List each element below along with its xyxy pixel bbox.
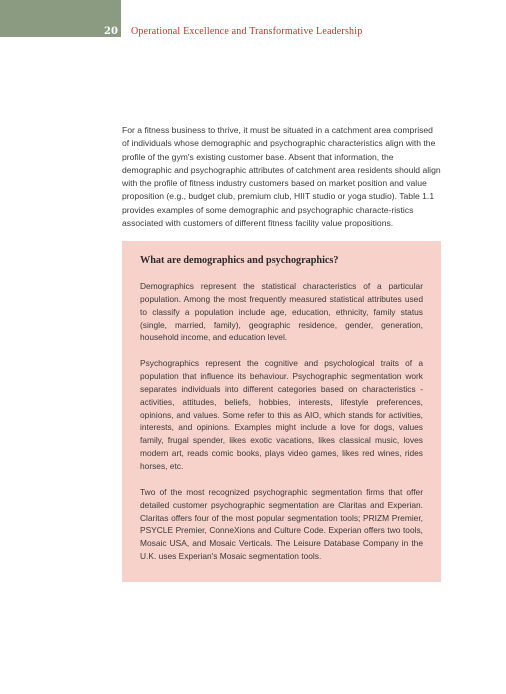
callout-paragraph-segmentation-firms: Two of the most recognized psychographic segmentation firms that offer detailed customer psychographic segmentation are Claritas and Experian. Claritas offers four of the most popular segmentation tools; PRIZM Premier, PSYCLE Premier, ConneXions and Culture Code. Experian offers two tools, Mosaic USA, and Mosaic Verticals. The Leisure Database Company in the U.K. uses Experian's Mosaic segmentation tools. bbox=[140, 486, 423, 562]
callout-title: What are demographics and psychographics? bbox=[140, 255, 339, 266]
callout-paragraph-psychographics: Psychographics represent the cognitive and psychological traits of a population that influence its behaviour. Psychographic segmentation work separates individuals into different categories based on characteristics - activities, attitudes, beliefs, hobbies, interests, lifestyle preferences, opinions, and values. Some refer to this as AIO, which stands for activities, interests, and opinions. Examples might include a love for dogs, values family, frugal spender, likes exotic vacations, likes classical music, loves modern art, reads comic books, plays video games, likes red wines, rides horses, etc. bbox=[140, 358, 423, 471]
body-paragraph: For a fitness business to thrive, it must be situated in a catchment area comprised of individuals whose demographic and psychographic characteristics align with the profile of the gym's existing customer base. Absent that information, the demographic and psychographic attributes of catchment area residents should align with the profile of fitness industry customers based on market position and value proposition (e.g., budget club, premium club, HIIT studio or yoga studio). Table 1.1 provides examples of some demographic and psychographic characte-ristics associated with customers of different fitness facility value propositions. bbox=[122, 125, 441, 229]
page-number: 20 bbox=[104, 26, 118, 37]
callout-paragraph-demographics: Demographics represent the statistical characteristics of a particular population. Among the most frequently measured statistical attributes used to classify a population include age, education, ethnicity, family status (single, married, family), geographic residence, gender, generation, household income, and education level. bbox=[140, 281, 423, 343]
callout-box bbox=[122, 241, 441, 582]
page-number-tab bbox=[0, 0, 121, 37]
running-header: Operational Excellence and Transformative Leadership bbox=[131, 26, 363, 37]
